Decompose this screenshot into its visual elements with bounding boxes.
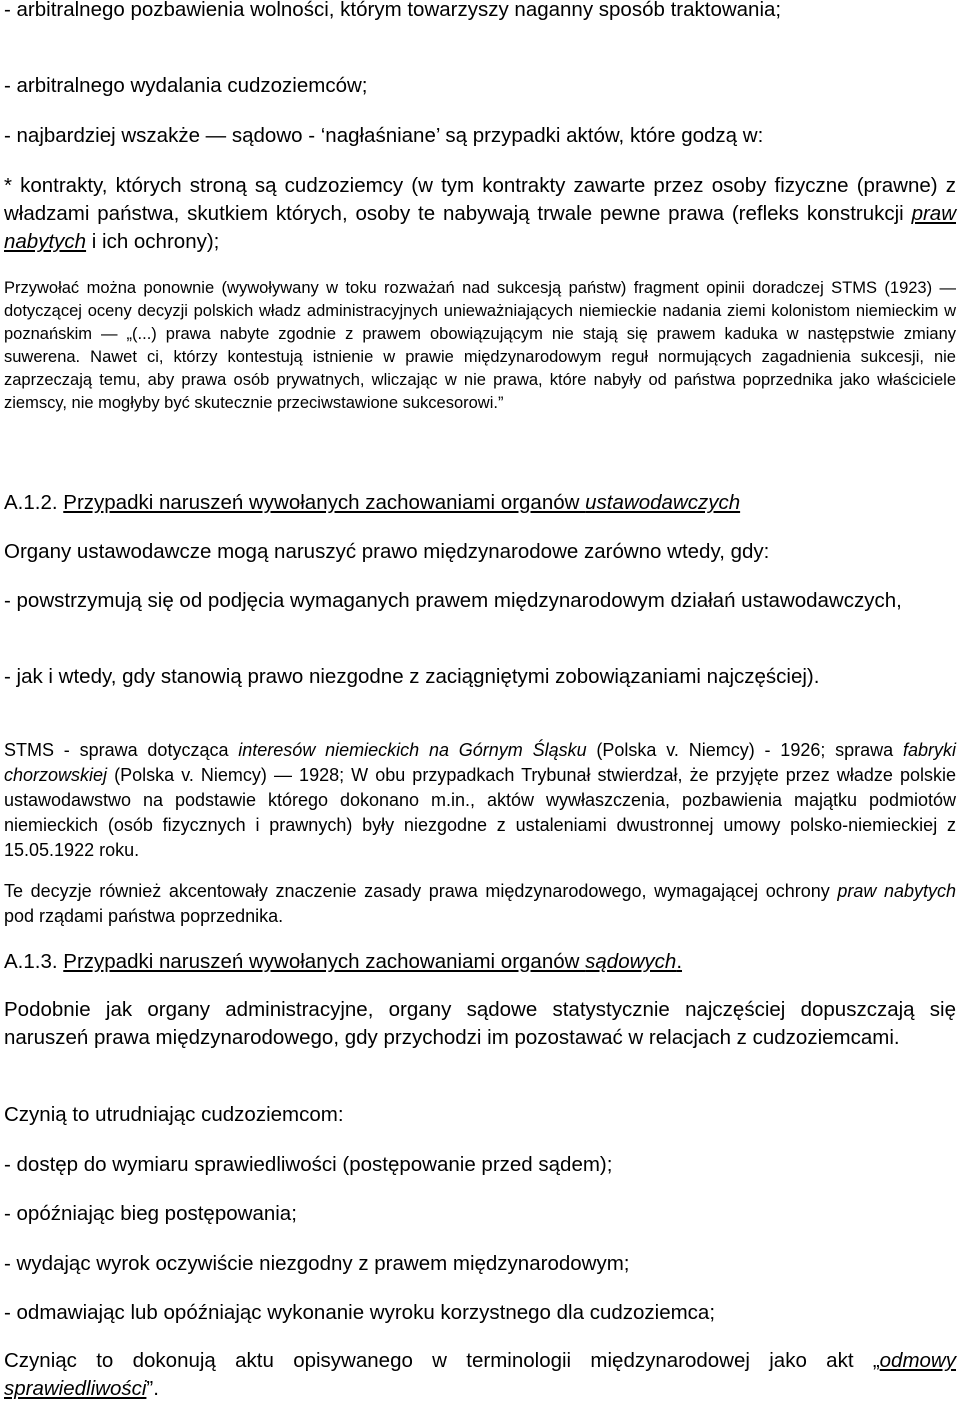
- list-item: - dostęp do wymiaru sprawiedliwości (postępowanie przed sądem);: [4, 1153, 613, 1176]
- decisions-paragraph: [4, 879, 956, 929]
- section-a13-item4: [4, 1299, 956, 1327]
- section-a12-item1: [4, 587, 956, 615]
- acquired-rights-term: praw nabytych: [4, 202, 956, 253]
- stms-cases-paragraph: [4, 738, 956, 863]
- section-title: Przypadki naruszeń wywołanych zachowaniami organów: [63, 950, 586, 973]
- section-heading: [4, 948, 956, 976]
- section-heading: [4, 489, 956, 517]
- paragraph-expulsion: [4, 72, 956, 100]
- section-a13-item1: [4, 1151, 956, 1179]
- section-a13-heading: [4, 948, 956, 976]
- closing-paragraph: [4, 1347, 956, 1403]
- bullet-contracts-text: * kontrakty, których stroną są cudzoziemcy (w tym kontrakty zawarte przez osoby fizyczne (prawne) z władzami państwa, skutkiem których, osoby te nabywają trwale pewne prawa (refleks konstrukcji: [4, 174, 956, 225]
- section-a12-stms: [4, 738, 956, 863]
- paragraph-arbitrary-detention: [4, 0, 956, 24]
- closing-text-1: Czyniąc to dokonują aktu opisywanego w terminologii międzynarodowej jako akt „: [4, 1349, 880, 1372]
- decisions-text-2: pod rządami państwa poprzednika.: [4, 906, 284, 926]
- case-name-chorzow-factory: fabryki chorzowskiej: [4, 740, 956, 785]
- section-a13-item2: [4, 1200, 956, 1228]
- quote-stms-opinion: [4, 277, 956, 415]
- closing-text-2: ”.: [146, 1377, 159, 1400]
- list-item-arbitrary-expulsion: - arbitralnego wydalania cudzoziemców;: [4, 74, 368, 97]
- acquired-rights-italic: praw nabytych: [837, 881, 956, 901]
- section-a13-para1: [4, 996, 956, 1052]
- intro-paragraph: Organy ustawodawcze mogą naruszyć prawo międzynarodowe zarówno wtedy, gdy:: [4, 540, 770, 563]
- list-item: - odmawiając lub opóźniając wykonanie wyroku korzystnego dla cudzoziemca;: [4, 1301, 716, 1324]
- list-item-arbitrary-detention: - arbitralnego pozbawienia wolności, którym towarzyszy naganny sposób traktowania;: [4, 0, 782, 21]
- section-a12-decisions: [4, 879, 956, 929]
- section-a13-closing: [4, 1347, 956, 1403]
- section-a13-intro: [4, 1101, 956, 1129]
- section-title: Przypadki naruszeń wywołanych zachowaniami organów: [63, 491, 586, 514]
- section-a12-intro: [4, 538, 956, 566]
- quote-text-part2: Nawet ci, którzy kontestują istnienie w prawie międzynarodowym reguł normujących zagadnienia sukcesji, nie zaprzeczają temu, aby prawa osób prywatnych, wliczając w nie prawa, które nabyły od państwa poprzednika jako właściciele ziemscy, nie mogłyby być skutecznie przeciwstawione sukcesorowi.”: [4, 348, 956, 412]
- section-number: A.1.3.: [4, 950, 64, 973]
- bullet-contracts: [4, 172, 956, 256]
- stms-text-1: STMS - sprawa dotycząca: [4, 740, 239, 760]
- list-item: - jak i wtedy, gdy stanowią prawo niezgodne z zaciągniętymi zobowiązaniami najczęściej).: [4, 665, 820, 688]
- courts-paragraph: Podobnie jak organy administracyjne, organy sądowe statystycznie najczęściej dopuszczają się naruszeń prawa międzynarodowego, gdy przychodzi im pozostawać w relacjach z cudzoziemcami.: [4, 998, 956, 1049]
- bullet-contracts-tail: i ich ochrony);: [86, 230, 220, 253]
- section-a12-heading: [4, 489, 956, 517]
- list-item: - powstrzymują się od podjęcia wymaganych prawem międzynarodowym działań ustawodawczych,: [4, 589, 902, 612]
- decisions-text-1: Te decyzje również akcentowały znaczenie zasady prawa międzynarodowego, wymagającej ochrony: [4, 881, 838, 901]
- denial-of-justice-term: odmowy sprawiedliwości: [4, 1349, 956, 1400]
- paragraph-cases: [4, 122, 956, 150]
- stms-text-2: (Polska v. Niemcy) - 1926; sprawa: [586, 740, 903, 760]
- quote-paragraph: [4, 277, 956, 415]
- intro-paragraph: Czynią to utrudniając cudzoziemcom:: [4, 1103, 344, 1126]
- section-title-dot: .: [676, 950, 683, 973]
- section-number: A.1.2.: [4, 491, 64, 514]
- list-item-court-cases: - najbardziej wszakże — sądowo - ‘nagłaśniane’ są przypadki aktów, które godzą w:: [4, 124, 764, 147]
- paragraph-contracts: [4, 172, 956, 256]
- quote-text-part1: Przywołać można ponownie (wywoływany w toku rozważań nad sukcesją państw) fragment opinii doradczej STMS (1923) — dotyczącej oceny decyzji polskich władz administracyjnych unieważniających niemieckie nadania ziemi kolonistom niemieckim w poznańskim — „(...) prawa nabyte zgodnie z prawem obowiązującym nie stają się prawem kaduka w następstwie zmiany suwerena.: [4, 279, 956, 366]
- section-a12-item2: [4, 663, 956, 691]
- case-name-german-interests: interesów niemieckich na Górnym Śląsku: [238, 740, 587, 760]
- section-title-emphasis: sądowych: [585, 950, 677, 973]
- list-item: - opóźniając bieg postępowania;: [4, 1202, 297, 1225]
- section-title-emphasis: ustawodawczych: [585, 491, 741, 514]
- section-a13-item3: [4, 1250, 956, 1278]
- list-item: - wydając wyrok oczywiście niezgodny z prawem międzynarodowym;: [4, 1252, 630, 1275]
- stms-text-3: (Polska v. Niemcy) — 1928; W obu przypadkach Trybunał stwierdzał, że przyjęte przez władze polskie ustawodawstwo na podstawie którego dokonano m.in., aktów wywłaszczenia, pozbawienia majątku podmiotów niemieckich (osób fizycznych i prawnych) były niezgodne z ustaleniami dwustronnej umowy polsko-niemieckiej z 15.05.1922 roku.: [4, 765, 956, 860]
